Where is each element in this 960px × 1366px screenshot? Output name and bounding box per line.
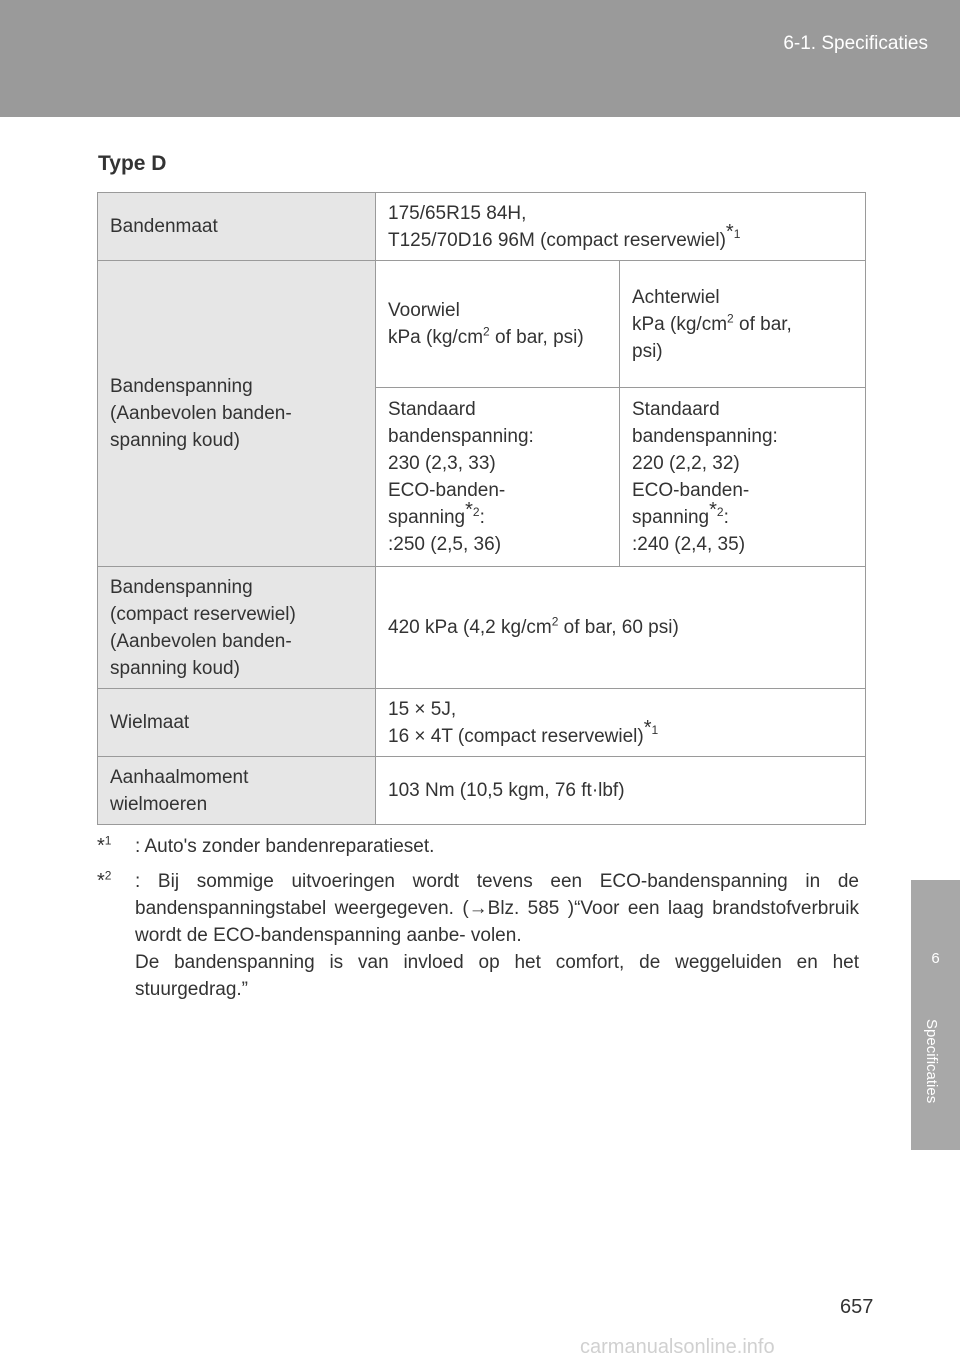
front-wheel-header: Voorwiel kPa ($kg/cm^2$ of bar, psi): [376, 261, 620, 388]
rear-wheel-header: Achterwiel kPa ($kg/cm^2$ of bar, psi): [620, 261, 866, 388]
footnote-1: *$^1$ : Auto's zonder bandenreparatieset.: [97, 833, 435, 857]
rear-wheel-values: Standaard bandenspanning: 220 (2,2, 32) ECO-banden- spanning$^{*2}$: :240 (2,4, 35): [620, 388, 866, 567]
row-value: 103 Nm (10,5 kgm, 76 ft·lbf): [376, 757, 866, 825]
table-row: [98, 757, 866, 825]
footnote-2: *$^2$ : Bij sommige uitvoeringen wordt tevens een ECO-bandenspanning in de bandenspanningstabel weergegeven. (→Blz. 585 )“Voor een laag brandstofverbruik wordt de ECO-bandenspanning aanbe- volen. De bandenspanning is van invloed op het comfort, de weggeluiden en het stuurgedrag.”: [97, 868, 859, 1000]
watermark: carmanualsonline.info: [580, 1336, 775, 1358]
page-header: [0, 0, 960, 117]
row-value: 175/65R15 84H, T125/70D16 96M (compact reservewiel)$^{*1}$: [376, 193, 866, 261]
chapter-number: 6: [931, 950, 940, 967]
row-label: Aanhaalmoment wielmoeren: [98, 757, 376, 825]
page-number: 657: [840, 1296, 874, 1318]
row-label: Wielmaat: [98, 689, 376, 757]
footnotes: [97, 833, 859, 1011]
chapter-label: Specificaties: [923, 1019, 940, 1104]
row-label: Bandenspanning (compact reservewiel) (Aanbevolen banden- spanning koud): [98, 567, 376, 689]
tire-spec-table: [97, 192, 866, 825]
row-label: Bandenmaat: [98, 193, 376, 261]
table-row: [98, 567, 866, 689]
row-label: Bandenspanning (Aanbevolen banden- spanning koud): [98, 261, 376, 567]
row-value: 15 × 5J, 16 × 4T (compact reservewiel)$^{*1}$: [376, 689, 866, 757]
front-wheel-values: Standaard bandenspanning: 230 (2,3, 33) ECO-banden- spanning$^{*2}$: :250 (2,5, 36): [376, 388, 620, 567]
table-row: [98, 689, 866, 757]
row-value: 420 kPa (4,2 $kg/cm^2$ of bar, 60 psi): [376, 567, 866, 689]
table-row: [98, 193, 866, 261]
section-title: 6-1. Specificaties: [783, 33, 928, 54]
page-heading: Type D: [98, 152, 167, 175]
table-row: [98, 261, 866, 388]
chapter-tab: [911, 880, 960, 1150]
